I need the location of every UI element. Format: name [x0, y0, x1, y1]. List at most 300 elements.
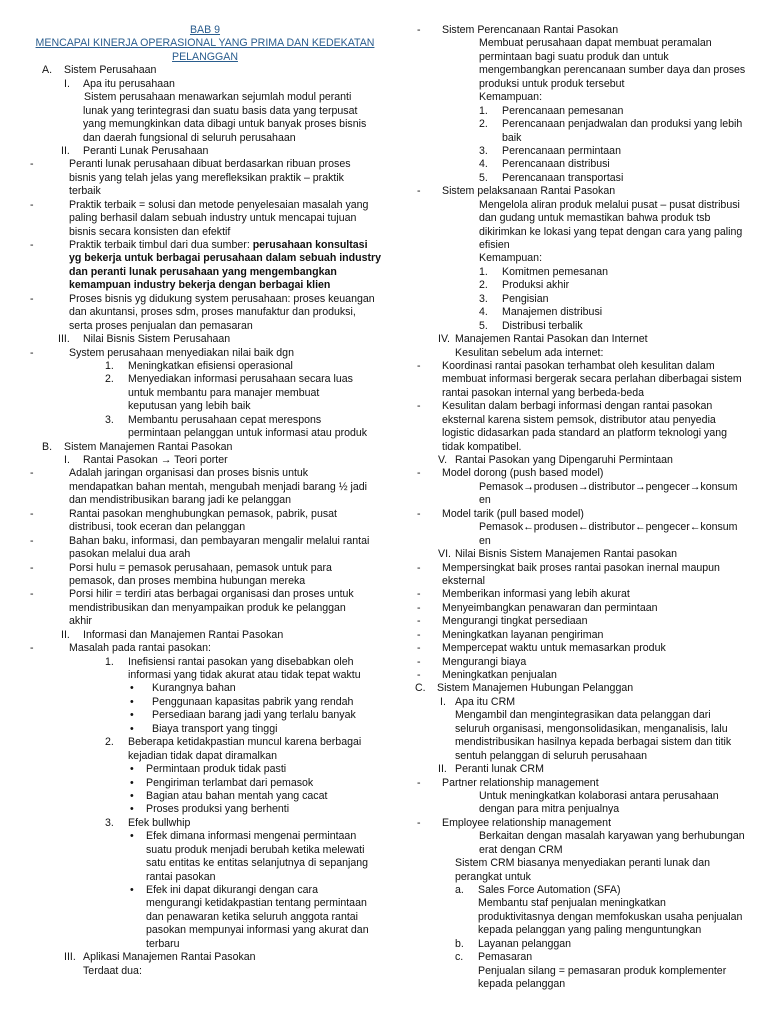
- list-marker: -: [30, 158, 34, 171]
- line-text: dan penawaran ketika seluruh anggota rantai: [146, 910, 359, 923]
- line-text: Rantai pasokan menghubungkan pemasok, pabrik, pusat: [69, 507, 337, 520]
- line-text: Mempercepat waktu untuk memasarkan produk: [442, 642, 666, 655]
- text-line: [412, 736, 752, 749]
- text-line: [30, 521, 380, 534]
- line-text: bisnis yang telah jelas yang merefleksikan praktik – praktik: [69, 171, 344, 184]
- line-text: Sistem pelaksanaan Rantai Pasokan: [442, 185, 616, 198]
- list-item: [412, 669, 752, 682]
- list-marker: -: [30, 588, 34, 601]
- text-line: [412, 239, 752, 252]
- list-marker: V.: [438, 454, 448, 466]
- bullet-marker: •: [130, 722, 134, 735]
- line-text: rantai pasokan: [146, 870, 216, 883]
- bullet-marker: •: [130, 682, 134, 695]
- bullet-marker: •: [130, 789, 134, 802]
- line-text: Perencanaan permintaan: [502, 144, 621, 157]
- list-marker: -: [417, 359, 421, 372]
- line-text: Pemasok→produsen→distributor→pengecer→konsum: [479, 480, 738, 493]
- text-line: [30, 427, 380, 440]
- text-line: [412, 212, 752, 225]
- list-item: [30, 736, 380, 749]
- line-text: Permintaan produk tidak pasti: [146, 763, 287, 776]
- list-marker: -: [417, 628, 421, 641]
- list-item: [412, 696, 752, 709]
- line-text: Model tarik (pull based model): [442, 507, 584, 520]
- list-marker: -: [30, 467, 34, 480]
- line-text: perangkat untuk: [455, 870, 531, 883]
- line-text: Nilai Bisnis Sistem Perusahaan: [83, 333, 231, 346]
- text-line: [30, 91, 380, 104]
- text-line: [30, 118, 380, 131]
- right-column: [412, 24, 752, 992]
- line-text: Manajemen Rantai Pasokan dan Internet: [455, 333, 648, 346]
- list-item: [30, 709, 380, 722]
- text-line: [30, 871, 380, 884]
- line-text: Pemasok←produsen←distributor←pengecer←konsum: [479, 521, 738, 534]
- line-text: Perencanaan pemesanan: [502, 104, 624, 117]
- line-text: membuat informasi bergerak secara perlahan diberbagai sistem: [442, 373, 742, 386]
- text-line: [412, 575, 752, 588]
- text-line: [30, 481, 380, 494]
- text-line: [412, 494, 752, 507]
- line-text: yg bekerja untuk berbagai perusahaan dalam sebuah industry: [69, 252, 382, 265]
- line-text: Praktik terbaik = solusi dan metode penyelesaian masalah yang: [69, 198, 369, 211]
- line-text: Rantai Pasokan → Teori porter: [83, 454, 228, 466]
- line-text: Meningkatkan layanan pengiriman: [442, 628, 604, 641]
- text-line: [412, 427, 752, 440]
- line-text: produktivitasnya dengan memfokuskan usaha penjualan: [478, 910, 743, 923]
- line-text: Employee relationship management: [442, 816, 612, 829]
- list-item: [30, 454, 380, 467]
- text-line: [30, 400, 380, 413]
- line-text: serta proses penjualan dan pemasaran: [69, 319, 253, 332]
- line-text: Pemasaran: [478, 951, 533, 964]
- line-text: Sistem Manajemen Rantai Pasokan: [64, 440, 233, 453]
- line-text: Sistem Perusahaan: [64, 64, 157, 77]
- line-text: Efek ini dapat dikurangi dengan cara: [146, 884, 318, 896]
- line-text: Porsi hilir = terdiri atas berbagai organisasi dan proses untuk: [69, 588, 354, 601]
- line-text: paling berhasil dalam sebuah industry untuk mencapai tujuan: [69, 212, 357, 225]
- line-text: Perencanaan distribusi: [502, 158, 610, 171]
- line-text: Partner relationship management: [442, 776, 599, 789]
- line-text: Kesulitan dalam berbagi informasi dengan rantai pasokan: [442, 400, 713, 413]
- text-line: [30, 226, 380, 239]
- chapter-title: MENCAPAI KINERJA OPERASIONAL YANG PRIMA DAN KEDEKATAN: [35, 37, 375, 50]
- line-text: yang memungkinkan data dibagi untuk banyak proses bisnis: [83, 118, 367, 131]
- text-line: [412, 535, 752, 548]
- text-line: [412, 387, 752, 400]
- list-item: [412, 562, 752, 575]
- text-line: [30, 172, 380, 185]
- text-line: [30, 844, 380, 857]
- line-text: sentuh pelanggan di seluruh perusahaan: [455, 749, 648, 762]
- list-item: [30, 441, 380, 454]
- text-line: [30, 252, 380, 265]
- list-marker: -: [30, 346, 34, 359]
- text-line: [412, 347, 752, 360]
- list-item: [412, 938, 752, 951]
- list-marker: -: [30, 642, 34, 655]
- line-text: Model dorong (push based model): [442, 467, 604, 480]
- list-marker: -: [417, 185, 421, 198]
- line-text: dan peranti lunak perusahaan yang mengembangkan: [69, 265, 337, 278]
- text-line: [412, 723, 752, 736]
- list-item: [412, 105, 752, 118]
- line-text: Proses bisnis yg didukung system perusahaan: proses keuangan: [69, 292, 375, 305]
- line-text: Beberapa ketidakpastian muncul karena berbagai: [128, 736, 362, 749]
- line-text: Mengambil dan mengintegrasikan data pelanggan dari: [455, 709, 711, 722]
- list-marker: 3.: [479, 144, 488, 157]
- list-marker: 1.: [479, 104, 488, 117]
- line-text: dan gudang untuk memastikan bahwa produk tsb: [479, 212, 711, 225]
- list-item: [412, 817, 752, 830]
- line-text: Memberikan informasi yang lebih akurat: [442, 588, 630, 601]
- list-item: [412, 777, 752, 790]
- list-item: [30, 239, 380, 252]
- text-line: [30, 575, 380, 588]
- list-item: [412, 333, 752, 346]
- text-line: [412, 965, 752, 978]
- line-text: Adalah jaringan organisasi dan proses bisnis untuk: [69, 467, 309, 480]
- line-text: Perencanaan transportasi: [502, 171, 624, 184]
- line-text: Porsi hulu = pemasok perusahaan, pemasok untuk para: [69, 561, 332, 574]
- text-line: [412, 978, 752, 991]
- list-item: [30, 696, 380, 709]
- list-item: [412, 306, 752, 319]
- line-text: pemasok, dan proses membina hubungan mereka: [69, 574, 306, 587]
- list-marker: 1.: [105, 359, 114, 372]
- line-text: Pengisian: [502, 292, 549, 305]
- list-marker: 3.: [479, 292, 488, 305]
- text-line: [412, 857, 752, 870]
- list-marker: 1.: [105, 655, 114, 668]
- line-text: Masalah pada rantai pasokan:: [69, 642, 211, 655]
- list-item: [412, 642, 752, 655]
- text-line: [30, 615, 380, 628]
- bullet-marker: •: [130, 763, 134, 776]
- line-text: Nilai Bisnis Sistem Manajemen Rantai pasokan: [455, 548, 677, 561]
- chapter-heading: BAB 9: [189, 24, 221, 36]
- bullet-marker: •: [130, 830, 134, 843]
- line-text: dengan para mitra penjualnya: [479, 803, 620, 816]
- list-marker: 1.: [479, 265, 488, 278]
- text-line: [30, 306, 380, 319]
- list-marker: 2.: [105, 736, 114, 749]
- line-text: terbaru: [146, 937, 180, 950]
- list-item: [30, 535, 380, 548]
- text-line: [30, 857, 380, 870]
- line-text: Kesulitan sebelum ada internet:: [455, 346, 604, 359]
- text-line: [412, 521, 752, 534]
- line-text: Apa itu CRM: [455, 695, 516, 708]
- list-item: [30, 64, 380, 77]
- line-text: pasokan mempunyai informasi yang akurat dan: [146, 924, 369, 937]
- text-line: [30, 938, 380, 951]
- line-text: Proses produksi yang berhenti: [146, 803, 290, 816]
- text-line: [30, 602, 380, 615]
- list-marker: -: [30, 292, 34, 305]
- list-marker: -: [30, 198, 34, 211]
- line-text: kepada pelanggan yang paling menguntungkan: [478, 924, 702, 937]
- text-line: [30, 669, 380, 682]
- text-line: [412, 844, 752, 857]
- line-text: produksi untuk produk tersebut: [479, 77, 625, 90]
- list-marker: I.: [64, 77, 70, 90]
- text-line: [30, 750, 380, 763]
- text-line: [412, 441, 752, 454]
- list-item: [30, 333, 380, 346]
- line-text: kejadian tidak dapat diramalkan: [128, 749, 277, 762]
- line-text: pasokan melalui dua arah: [69, 548, 191, 561]
- line-text: Komitmen pemesanan: [502, 265, 608, 278]
- list-item: [412, 24, 752, 37]
- line-text: Koordinasi rantai pasokan terhambat oleh kesulitan dalam: [442, 359, 715, 372]
- line-text: Menyediakan informasi perusahaan secara luas: [128, 373, 353, 386]
- bullet-marker: •: [130, 709, 134, 722]
- list-item: [30, 656, 380, 669]
- line-text: distribusi, took eceran dan pelanggan: [69, 521, 246, 534]
- text-line: [412, 373, 752, 386]
- line-text: Distribusi terbalik: [502, 319, 583, 332]
- line-text: Perencanaan penjadwalan dan produksi yang lebih: [502, 118, 743, 131]
- list-item: [412, 467, 752, 480]
- text-line: [412, 252, 752, 265]
- line-text: Aplikasi Manajemen Rantai Pasokan: [83, 951, 256, 964]
- list-item: [30, 884, 380, 897]
- line-text: satu entitas ke entitas selanjutnya di sepanjang: [146, 857, 369, 870]
- line-text: untuk membantu para manajer membuat: [128, 386, 320, 399]
- line-text: Mengurangi biaya: [442, 655, 527, 668]
- list-marker: -: [417, 601, 421, 614]
- text-line: [30, 266, 380, 279]
- text-line: [30, 494, 380, 507]
- list-item: [30, 158, 380, 171]
- line-text: eksternal karena sistem pemsok, distributor atau penyedia: [442, 413, 716, 426]
- line-text: Persediaan barang jadi yang terlalu banyak: [152, 709, 356, 722]
- list-marker: -: [417, 507, 421, 520]
- text-line: [30, 897, 380, 910]
- line-text: Sales Force Automation (SFA): [478, 884, 621, 896]
- line-text: dan akuntansi, proses sdm, proses manufaktur dan produksi,: [69, 306, 356, 319]
- list-item: [412, 118, 752, 131]
- line-text: erat dengan CRM: [479, 843, 563, 856]
- list-item: [412, 763, 752, 776]
- line-text: Mempersingkat baik proses rantai pasokan inernal maupun: [442, 561, 720, 574]
- line-text: Biaya transport yang tinggi: [152, 722, 278, 735]
- text-line: [412, 78, 752, 91]
- list-item: [412, 185, 752, 198]
- list-item: [30, 293, 380, 306]
- list-marker: 4.: [479, 158, 488, 171]
- list-marker: -: [417, 24, 421, 36]
- list-marker: -: [417, 669, 421, 681]
- list-item: [412, 400, 752, 413]
- list-item: [30, 723, 380, 736]
- list-marker: II.: [438, 763, 447, 776]
- text-line: [412, 64, 752, 77]
- line-text: bisnis secara konsisten dan efektif: [69, 225, 231, 238]
- line-text: permintaan bagi suatu produk dan untuk: [479, 50, 669, 63]
- left-column-body: [30, 64, 380, 978]
- list-item: [412, 629, 752, 642]
- list-item: [412, 682, 752, 695]
- text-line: [30, 924, 380, 937]
- line-text: mendistribusikan hasilnya kepada berbagai sistem dan titik: [455, 736, 732, 749]
- list-item: [30, 508, 380, 521]
- text-line: [412, 871, 752, 884]
- line-text: Berkaitan dengan masalah karyawan yang berhubungan: [479, 830, 745, 843]
- list-item: [412, 158, 752, 171]
- line-text: Membantu staf penjualan meningkatkan: [478, 897, 666, 910]
- list-marker: a.: [455, 884, 464, 896]
- list-item: [30, 588, 380, 601]
- list-marker: -: [30, 507, 34, 520]
- list-marker: c.: [455, 951, 464, 964]
- text-line: [30, 387, 380, 400]
- line-text: lunak yang terintegrasi dan suatu basis data yang terpusat: [83, 104, 358, 117]
- list-item: [30, 373, 380, 386]
- list-item: [30, 562, 380, 575]
- line-text: System perusahaan menyediakan nilai baik dgn: [69, 346, 294, 359]
- line-text: Membantu perusahaan cepat merespons: [128, 413, 322, 426]
- line-text: Manajemen distribusi: [502, 306, 603, 319]
- text-line: [30, 279, 380, 292]
- line-text: kemampuan industry bekerja dengan berbagai klien: [69, 279, 331, 292]
- line-text: Mengurangi tingkat persediaan: [442, 615, 588, 628]
- line-text: terbaik: [69, 185, 101, 198]
- line-text: Peranti Lunak Perusahaan: [83, 144, 209, 157]
- list-marker: b.: [455, 937, 464, 950]
- text-line: [412, 414, 752, 427]
- list-marker: 2.: [479, 279, 488, 292]
- list-marker: 2.: [479, 118, 488, 131]
- list-marker: A.: [42, 64, 53, 77]
- line-text: Bahan baku, informasi, dan pembayaran mengalir melalui rantai: [69, 534, 370, 547]
- line-text: mengembangkan perencanaan sumber daya dan proses: [479, 64, 746, 77]
- line-text: keputusan yang lebih baik: [128, 400, 251, 413]
- line-text: Terdaat dua:: [83, 964, 142, 977]
- list-item: [412, 266, 752, 279]
- list-item: [30, 360, 380, 373]
- line-text: Kurangnya bahan: [152, 682, 236, 695]
- list-item: [412, 588, 752, 601]
- line-text: rantai pasokan internal yang berbeda-beda: [442, 386, 645, 399]
- text-line: [412, 924, 752, 937]
- list-item: [412, 615, 752, 628]
- line-text: Peranti lunak CRM: [455, 763, 544, 776]
- text-line: [412, 790, 752, 803]
- list-marker: 5.: [479, 319, 488, 332]
- list-item: [30, 467, 380, 480]
- list-marker: -: [417, 776, 421, 789]
- line-text: mendistribusikan dan menyampaikan produk ke pelanggan: [69, 601, 346, 614]
- list-item: [30, 951, 380, 964]
- list-item: [412, 360, 752, 373]
- line-text: Produksi akhir: [502, 279, 570, 292]
- list-marker: 3.: [105, 413, 114, 426]
- line-text: kepada pelanggan: [478, 978, 566, 991]
- text-line: [412, 897, 752, 910]
- line-text: Layanan pelanggan: [478, 937, 572, 950]
- list-item: [412, 279, 752, 292]
- line-text: Sistem CRM biasanya menyediakan peranti lunak dan: [455, 857, 710, 870]
- list-item: [30, 682, 380, 695]
- line-text: Sistem Manajemen Hubungan Pelanggan: [437, 682, 634, 695]
- line-text: eksternal: [442, 574, 485, 587]
- list-marker: -: [417, 642, 421, 655]
- text-line: [412, 803, 752, 816]
- line-text: baik: [502, 131, 522, 144]
- line-text: Sistem Perencanaan Rantai Pasokan: [442, 24, 619, 36]
- list-marker: -: [30, 561, 34, 574]
- text-line: [30, 105, 380, 118]
- text-line: [412, 830, 752, 843]
- text-line: [412, 51, 752, 64]
- list-marker: I.: [64, 454, 70, 466]
- line-text: Kemampuan:: [479, 252, 543, 265]
- list-marker: II.: [61, 628, 70, 641]
- line-text: efisien: [479, 239, 510, 251]
- list-item: [30, 803, 380, 816]
- list-marker: -: [417, 816, 421, 829]
- list-marker: -: [417, 400, 421, 413]
- text-line: [412, 132, 752, 145]
- list-item: [30, 777, 380, 790]
- line-text: informasi yang tidak akurat atau tidak tepat waktu: [128, 669, 361, 681]
- text-line: [412, 911, 752, 924]
- line-text: dan mendistribusikan barang jadi ke pelanggan: [69, 494, 292, 507]
- line-text: en: [479, 494, 491, 507]
- text-line: [30, 320, 380, 333]
- list-item: [30, 817, 380, 830]
- list-item: [412, 454, 752, 467]
- line-text: Praktik terbaik timbul dari dua sumber: perusahaan konsultasi: [69, 239, 368, 251]
- list-marker: IV.: [438, 333, 450, 346]
- text-line: [30, 911, 380, 924]
- line-text: Efek dimana informasi mengenai permintaan: [146, 830, 357, 843]
- line-text: Inefisiensi rantai pasokan yang disebabkan oleh: [128, 655, 354, 668]
- chapter-title-continued: PELANGGAN: [172, 50, 238, 63]
- text-line: [30, 185, 380, 198]
- text-line: [412, 91, 752, 104]
- list-item: [412, 172, 752, 185]
- list-marker: III.: [58, 333, 70, 346]
- list-item: [412, 145, 752, 158]
- list-marker: VI.: [438, 548, 451, 561]
- line-text: Membuat perusahaan dapat membuat peramalan: [479, 37, 712, 50]
- text-line: [412, 709, 752, 722]
- line-text: Meningkatkan penjualan: [442, 669, 557, 681]
- text-line: [412, 37, 752, 50]
- left-column: [30, 24, 380, 978]
- list-item: [30, 790, 380, 803]
- list-item: [412, 656, 752, 669]
- list-item: [30, 199, 380, 212]
- text-line: [412, 226, 752, 239]
- line-text: akhir: [69, 615, 92, 628]
- line-text: Rantai Pasokan yang Dipengaruhi Permintaan: [455, 454, 673, 466]
- line-text: Efek bullwhip: [128, 816, 191, 829]
- line-text: Kemampuan:: [479, 91, 543, 104]
- list-marker: 4.: [479, 306, 488, 319]
- list-marker: -: [417, 588, 421, 601]
- bullet-marker: •: [130, 695, 134, 708]
- list-marker: -: [417, 561, 421, 574]
- text-line: [30, 212, 380, 225]
- list-marker: 3.: [105, 816, 114, 829]
- list-item: [412, 884, 752, 897]
- bold-phrase: perusahaan konsultasi: [252, 239, 368, 251]
